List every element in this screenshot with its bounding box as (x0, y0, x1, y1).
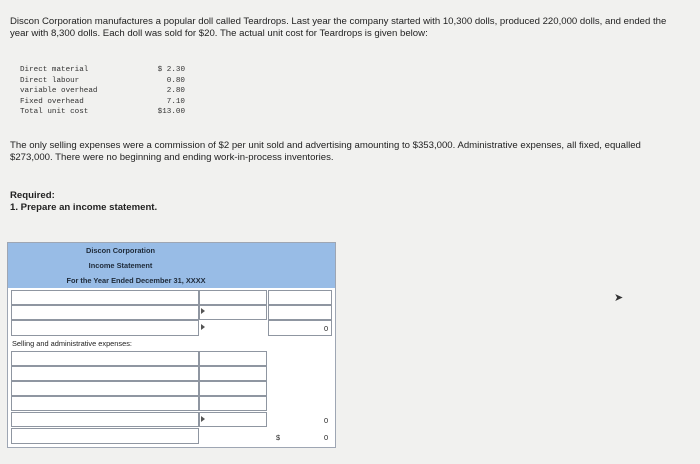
cost-value: 7.10 (166, 97, 185, 106)
cost-label: Fixed overhead (20, 97, 84, 106)
line-item-amount-input[interactable] (199, 290, 267, 305)
cost-value: 2.80 (166, 87, 185, 96)
line-item-label-input[interactable] (11, 305, 199, 320)
cost-label: Total unit cost (20, 108, 89, 117)
line-item-amount-input[interactable] (199, 305, 267, 320)
dropdown-marker-icon (201, 324, 205, 330)
statement-period: For the Year Ended December 31, XXXX (66, 276, 206, 285)
statement-header (8, 243, 335, 288)
statement-title: Income Statement (88, 261, 153, 270)
expense-amount-input[interactable] (199, 396, 267, 411)
dropdown-marker-icon (201, 308, 205, 314)
selling-admin-label: Selling and administrative expenses: (12, 339, 132, 348)
expense-label-input[interactable] (11, 381, 199, 396)
net-dollar-sign: $ (276, 433, 281, 442)
cost-row (20, 76, 185, 87)
mouse-cursor-icon: ➤ (614, 292, 624, 304)
cost-row (20, 97, 185, 108)
expense-amount-input[interactable] (199, 351, 267, 366)
net-income-value: 0 (324, 433, 329, 442)
expenses-text: The only selling expenses were a commission of $2 per unit sold and advertising amounting to $353,000. Administrative expenses, all fixed, equalled $273,000. There were no beginning and ending work-in-process inventories. (10, 140, 641, 163)
problem-intro: Discon Corporation manufactures a popular doll called Teardrops. Last year the company started with 10,300 dolls, produced 220,000 dolls, and ended the year with 8,300 dolls. Each doll was sold for $20. The actual unit cost for Teardrops is given below: (10, 16, 667, 39)
required-item: 1. Prepare an income statement. (10, 202, 158, 213)
line-item-label-input[interactable] (11, 290, 199, 305)
income-statement (7, 242, 336, 448)
line-item-total-input[interactable] (268, 305, 332, 320)
cost-row (20, 107, 185, 118)
total-expense-label-input[interactable] (11, 412, 199, 427)
subtotal-cell[interactable] (268, 320, 332, 336)
cost-value: $13.00 (157, 108, 185, 117)
expense-amount-input[interactable] (199, 381, 267, 396)
expense-label-input[interactable] (11, 366, 199, 381)
dropdown-marker-icon (201, 416, 205, 422)
unit-cost-table (20, 65, 185, 118)
cost-label: Direct material (20, 66, 89, 74)
subtotal-value: 0 (324, 324, 329, 333)
line-item-label-input[interactable] (11, 320, 199, 336)
required-heading: Required: (10, 190, 55, 201)
cost-label: variable overhead (20, 87, 98, 96)
cost-value: 0.80 (166, 76, 185, 85)
cost-label: Direct labour (20, 76, 80, 85)
expense-amount-input[interactable] (199, 366, 267, 381)
cost-row (20, 86, 185, 97)
line-item-total-input[interactable] (268, 290, 332, 305)
cost-row (20, 65, 185, 76)
net-income-label-input[interactable] (11, 428, 199, 444)
total-expense-amount-cell[interactable] (199, 412, 267, 427)
expense-label-input[interactable] (11, 351, 199, 366)
cost-value: $ 2.30 (157, 66, 185, 74)
total-sga-value: 0 (324, 416, 329, 425)
expense-label-input[interactable] (11, 396, 199, 411)
company-name: Discon Corporation (86, 246, 155, 255)
required-section (10, 190, 157, 214)
